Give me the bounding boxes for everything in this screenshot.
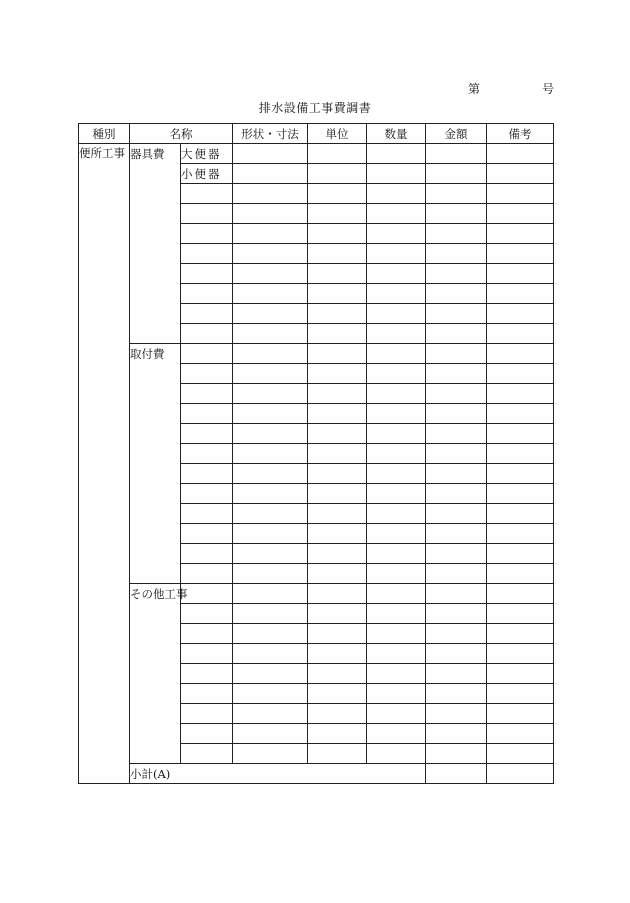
quantity-cell[interactable] — [367, 284, 426, 304]
amount-cell[interactable] — [426, 484, 487, 504]
header-remarks: 備考 — [487, 124, 554, 144]
item-name-cell[interactable]: 大便器 — [181, 144, 233, 164]
remarks-cell[interactable] — [487, 264, 554, 284]
shape-size-cell[interactable] — [233, 564, 308, 584]
remarks-cell[interactable] — [487, 324, 554, 344]
remarks-cell[interactable] — [487, 224, 554, 244]
item-name-cell[interactable] — [181, 704, 233, 724]
unit-cell[interactable] — [308, 544, 367, 564]
item-name-cell[interactable] — [181, 204, 233, 224]
amount-cell[interactable] — [426, 384, 487, 404]
remarks-cell[interactable] — [487, 484, 554, 504]
quantity-cell[interactable] — [367, 464, 426, 484]
item-name-cell[interactable] — [181, 724, 233, 744]
shape-size-cell[interactable] — [233, 504, 308, 524]
quantity-cell[interactable] — [367, 664, 426, 684]
amount-cell[interactable] — [426, 204, 487, 224]
unit-cell[interactable] — [308, 244, 367, 264]
item-name-cell[interactable] — [181, 224, 233, 244]
remarks-cell[interactable] — [487, 684, 554, 704]
header-shape-size: 形状・寸法 — [233, 124, 308, 144]
item-name-cell[interactable] — [181, 384, 233, 404]
shape-size-cell[interactable] — [233, 404, 308, 424]
amount-cell[interactable] — [426, 284, 487, 304]
quantity-cell[interactable] — [367, 324, 426, 344]
amount-cell[interactable] — [426, 364, 487, 384]
unit-cell[interactable] — [308, 704, 367, 724]
quantity-cell[interactable] — [367, 684, 426, 704]
quantity-cell[interactable] — [367, 264, 426, 284]
item-name-cell[interactable] — [181, 664, 233, 684]
item-name-cell[interactable] — [181, 184, 233, 204]
amount-cell[interactable] — [426, 344, 487, 364]
group-label-cell: 取付費 — [130, 344, 181, 584]
amount-cell[interactable] — [426, 244, 487, 264]
unit-cell[interactable] — [308, 424, 367, 444]
shape-size-cell[interactable] — [233, 264, 308, 284]
quantity-cell[interactable] — [367, 404, 426, 424]
unit-cell[interactable] — [308, 504, 367, 524]
amount-cell[interactable] — [426, 724, 487, 744]
remarks-cell[interactable] — [487, 624, 554, 644]
quantity-cell[interactable] — [367, 144, 426, 164]
shape-size-cell[interactable] — [233, 144, 308, 164]
unit-cell[interactable] — [308, 324, 367, 344]
shape-size-cell[interactable] — [233, 244, 308, 264]
table-body — [79, 144, 554, 784]
item-name-cell[interactable] — [181, 444, 233, 464]
document-title: 排水設備工事費調書 — [258, 101, 372, 115]
item-name-cell[interactable] — [181, 344, 233, 364]
shape-size-cell[interactable] — [233, 344, 308, 364]
shape-size-cell[interactable] — [233, 484, 308, 504]
item-name-cell[interactable] — [181, 544, 233, 564]
header-type: 種別 — [79, 124, 130, 144]
shape-size-cell[interactable] — [233, 604, 308, 624]
unit-cell[interactable] — [308, 284, 367, 304]
amount-cell[interactable] — [426, 564, 487, 584]
unit-cell[interactable] — [308, 184, 367, 204]
group-label-cell: その他工事 — [130, 584, 181, 764]
unit-cell[interactable] — [308, 164, 367, 184]
remarks-cell[interactable] — [487, 564, 554, 584]
subtotal-amount-cell[interactable] — [426, 764, 487, 784]
subtotal-remarks-cell[interactable] — [487, 764, 554, 784]
quantity-cell[interactable] — [367, 544, 426, 564]
remarks-cell[interactable] — [487, 204, 554, 224]
amount-cell[interactable] — [426, 684, 487, 704]
item-name-cell[interactable]: 小便器 — [181, 164, 233, 184]
quantity-cell[interactable] — [367, 224, 426, 244]
quantity-cell[interactable] — [367, 164, 426, 184]
unit-cell[interactable] — [308, 524, 367, 544]
amount-cell[interactable] — [426, 584, 487, 604]
item-name-cell[interactable] — [181, 584, 233, 604]
unit-cell[interactable] — [308, 364, 367, 384]
unit-cell[interactable] — [308, 744, 367, 764]
amount-cell[interactable] — [426, 464, 487, 484]
amount-cell[interactable] — [426, 424, 487, 444]
quantity-cell[interactable] — [367, 444, 426, 464]
amount-cell[interactable] — [426, 224, 487, 244]
remarks-cell[interactable] — [487, 144, 554, 164]
amount-cell[interactable] — [426, 604, 487, 624]
shape-size-cell[interactable] — [233, 304, 308, 324]
amount-cell[interactable] — [426, 524, 487, 544]
quantity-cell[interactable] — [367, 704, 426, 724]
item-name-cell[interactable] — [181, 404, 233, 424]
item-name-cell[interactable] — [181, 524, 233, 544]
quantity-cell[interactable] — [367, 344, 426, 364]
remarks-cell[interactable] — [487, 284, 554, 304]
amount-cell[interactable] — [426, 144, 487, 164]
shape-size-cell[interactable] — [233, 584, 308, 604]
shape-size-cell[interactable] — [233, 444, 308, 464]
unit-cell[interactable] — [308, 624, 367, 644]
amount-cell[interactable] — [426, 304, 487, 324]
quantity-cell[interactable] — [367, 624, 426, 644]
unit-cell[interactable] — [308, 724, 367, 744]
category-cell: 便所工事 — [79, 144, 130, 784]
item-name-cell[interactable] — [181, 564, 233, 584]
remarks-cell[interactable] — [487, 424, 554, 444]
item-name-cell[interactable] — [181, 424, 233, 444]
item-name-cell[interactable] — [181, 304, 233, 324]
table-row — [79, 584, 554, 604]
shape-size-cell[interactable] — [233, 184, 308, 204]
amount-cell[interactable] — [426, 444, 487, 464]
shape-size-cell[interactable] — [233, 384, 308, 404]
quantity-cell[interactable] — [367, 204, 426, 224]
unit-cell[interactable] — [308, 484, 367, 504]
unit-cell[interactable] — [308, 304, 367, 324]
remarks-cell[interactable] — [487, 504, 554, 524]
remarks-cell[interactable] — [487, 744, 554, 764]
quantity-cell[interactable] — [367, 564, 426, 584]
subtotal-label: 小計(A) — [130, 764, 426, 784]
shape-size-cell[interactable] — [233, 744, 308, 764]
header-quantity: 数量 — [367, 124, 426, 144]
quantity-cell[interactable] — [367, 744, 426, 764]
document-number — [468, 80, 558, 98]
remarks-cell[interactable] — [487, 664, 554, 684]
quantity-cell[interactable] — [367, 604, 426, 624]
remarks-cell[interactable] — [487, 444, 554, 464]
remarks-cell[interactable] — [487, 404, 554, 424]
amount-cell[interactable] — [426, 544, 487, 564]
amount-cell[interactable] — [426, 404, 487, 424]
amount-cell[interactable] — [426, 184, 487, 204]
item-name-cell[interactable] — [181, 604, 233, 624]
item-name-cell[interactable] — [181, 284, 233, 304]
unit-cell[interactable] — [308, 664, 367, 684]
amount-cell[interactable] — [426, 704, 487, 724]
item-name-cell[interactable] — [181, 484, 233, 504]
remarks-cell[interactable] — [487, 244, 554, 264]
header-name: 名称 — [130, 124, 233, 144]
shape-size-cell[interactable] — [233, 624, 308, 644]
quantity-cell[interactable] — [367, 304, 426, 324]
remarks-cell[interactable] — [487, 524, 554, 544]
item-name-cell[interactable] — [181, 244, 233, 264]
shape-size-cell[interactable] — [233, 224, 308, 244]
unit-cell[interactable] — [308, 404, 367, 424]
unit-cell[interactable] — [308, 684, 367, 704]
remarks-cell[interactable] — [487, 584, 554, 604]
remarks-cell[interactable] — [487, 544, 554, 564]
cost-table — [78, 123, 554, 784]
remarks-cell[interactable] — [487, 344, 554, 364]
item-name-cell[interactable] — [181, 364, 233, 384]
table-row — [79, 344, 554, 364]
remarks-cell[interactable] — [487, 304, 554, 324]
item-name-cell[interactable] — [181, 264, 233, 284]
group-label-cell: 器具費 — [130, 144, 181, 344]
shape-size-cell[interactable] — [233, 364, 308, 384]
item-name-cell[interactable] — [181, 624, 233, 644]
item-name-cell[interactable] — [181, 744, 233, 764]
unit-cell[interactable] — [308, 344, 367, 364]
document-number-suffix: 号 — [542, 82, 555, 96]
item-name-cell[interactable] — [181, 644, 233, 664]
item-name-cell[interactable] — [181, 324, 233, 344]
quantity-cell[interactable] — [367, 644, 426, 664]
unit-cell[interactable] — [308, 644, 367, 664]
amount-cell[interactable] — [426, 744, 487, 764]
quantity-cell[interactable] — [367, 484, 426, 504]
unit-cell[interactable] — [308, 464, 367, 484]
quantity-cell[interactable] — [367, 424, 426, 444]
header-unit: 単位 — [308, 124, 367, 144]
remarks-cell[interactable] — [487, 644, 554, 664]
subtotal-row — [79, 764, 554, 784]
shape-size-cell[interactable] — [233, 204, 308, 224]
shape-size-cell[interactable] — [233, 424, 308, 444]
remarks-cell[interactable] — [487, 384, 554, 404]
quantity-cell[interactable] — [367, 584, 426, 604]
quantity-cell[interactable] — [367, 364, 426, 384]
shape-size-cell[interactable] — [233, 464, 308, 484]
shape-size-cell[interactable] — [233, 684, 308, 704]
shape-size-cell[interactable] — [233, 704, 308, 724]
remarks-cell[interactable] — [487, 184, 554, 204]
shape-size-cell[interactable] — [233, 524, 308, 544]
remarks-cell[interactable] — [487, 724, 554, 744]
remarks-cell[interactable] — [487, 464, 554, 484]
amount-cell[interactable] — [426, 644, 487, 664]
quantity-cell[interactable] — [367, 244, 426, 264]
unit-cell[interactable] — [308, 604, 367, 624]
amount-cell[interactable] — [426, 264, 487, 284]
header-amount: 金額 — [426, 124, 487, 144]
item-name-cell[interactable] — [181, 504, 233, 524]
item-name-cell[interactable] — [181, 464, 233, 484]
unit-cell[interactable] — [308, 144, 367, 164]
document-number-prefix: 第 — [468, 82, 481, 96]
item-name-cell[interactable] — [181, 684, 233, 704]
shape-size-cell[interactable] — [233, 724, 308, 744]
unit-cell[interactable] — [308, 444, 367, 464]
shape-size-cell[interactable] — [233, 164, 308, 184]
shape-size-cell[interactable] — [233, 284, 308, 304]
amount-cell[interactable] — [426, 164, 487, 184]
unit-cell[interactable] — [308, 264, 367, 284]
unit-cell[interactable] — [308, 564, 367, 584]
quantity-cell[interactable] — [367, 384, 426, 404]
shape-size-cell[interactable] — [233, 644, 308, 664]
quantity-cell[interactable] — [367, 524, 426, 544]
quantity-cell[interactable] — [367, 724, 426, 744]
unit-cell[interactable] — [308, 204, 367, 224]
shape-size-cell[interactable] — [233, 324, 308, 344]
shape-size-cell[interactable] — [233, 544, 308, 564]
unit-cell[interactable] — [308, 584, 367, 604]
remarks-cell[interactable] — [487, 704, 554, 724]
remarks-cell[interactable] — [487, 364, 554, 384]
amount-cell[interactable] — [426, 624, 487, 644]
quantity-cell[interactable] — [367, 184, 426, 204]
unit-cell[interactable] — [308, 224, 367, 244]
table-header-row — [79, 124, 554, 144]
remarks-cell[interactable] — [487, 604, 554, 624]
unit-cell[interactable] — [308, 384, 367, 404]
remarks-cell[interactable] — [487, 164, 554, 184]
amount-cell[interactable] — [426, 664, 487, 684]
table-row — [79, 144, 554, 164]
shape-size-cell[interactable] — [233, 664, 308, 684]
amount-cell[interactable] — [426, 324, 487, 344]
amount-cell[interactable] — [426, 504, 487, 524]
quantity-cell[interactable] — [367, 504, 426, 524]
